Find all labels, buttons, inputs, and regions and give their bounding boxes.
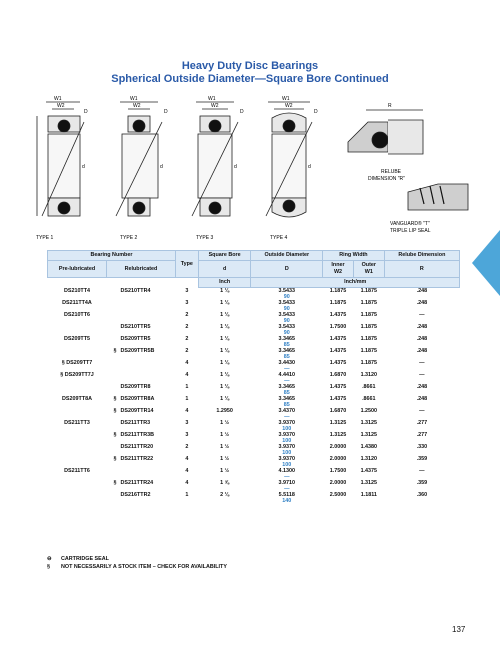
cell-relube: .330	[416, 444, 428, 450]
header-relube-sym: R	[384, 261, 459, 278]
cell-outside-diameter	[251, 312, 323, 324]
od-mm: —	[284, 474, 290, 480]
bearing-spec-table	[47, 250, 460, 504]
cell-relube: .248	[416, 348, 428, 354]
cell-square-bore: 1 ⅛	[220, 372, 230, 378]
cell-outside-diameter	[251, 288, 323, 301]
od-mm: 100	[282, 462, 292, 468]
cell-section-mark	[107, 300, 119, 312]
cell-section-mark	[107, 468, 119, 480]
cell-outside-diameter	[251, 444, 323, 456]
type2-w2-label: W2	[133, 103, 141, 109]
table-row	[48, 312, 460, 324]
type4-w1-label: W1	[282, 96, 290, 102]
cell-relube: .248	[416, 300, 428, 306]
od-mm: 140	[282, 498, 292, 504]
cell-outer-width: 1.1875	[360, 312, 378, 318]
od-inch: 3.9370	[278, 456, 296, 462]
cell-inner-width: 1.3125	[329, 432, 347, 438]
cell-relube: .248	[416, 336, 428, 342]
type3-drawing	[192, 102, 238, 216]
cell-type: 4	[185, 468, 189, 474]
type4-w2-label: W2	[285, 103, 293, 109]
cell-relubricated: DS209TTR8A	[120, 396, 155, 402]
table-row	[48, 468, 460, 480]
cell-pre-lubricated: DS210TT4	[63, 287, 91, 294]
header-relube: Relube Dimension	[384, 251, 459, 261]
cell-outside-diameter	[251, 384, 323, 396]
cell-square-bore: 1 ⅛	[220, 360, 230, 366]
cell-relubricated: DS211TTR20	[120, 444, 154, 450]
od-inch: 4.1300	[278, 468, 296, 474]
cell-pre-lubricated	[48, 408, 107, 420]
type1-d-label: d	[82, 164, 85, 170]
cell-type: 2	[185, 336, 189, 342]
od-mm: —	[284, 378, 290, 384]
cell-inner-width: 1.4375	[329, 336, 347, 342]
od-inch: 3.9370	[278, 444, 296, 450]
od-mm: 90	[283, 294, 290, 300]
cell-type: 1	[185, 384, 189, 390]
cell-section-mark	[107, 312, 119, 324]
table-row	[48, 348, 460, 360]
cell-outside-diameter	[251, 372, 323, 384]
cell-inner-width: 2.0000	[329, 480, 347, 486]
cell-outside-diameter	[251, 480, 323, 492]
cell-relube: —	[419, 372, 425, 378]
header-od: Outside Diameter	[251, 251, 323, 261]
cell-type: 1	[185, 492, 189, 498]
cell-relubricated: DS211TTR3B	[120, 432, 155, 438]
cell-outer-width: 1.3120	[360, 456, 378, 462]
cell-pre-lubricated	[48, 324, 107, 336]
cell-inner-width: 1.6870	[329, 408, 347, 414]
cell-type: 4	[185, 372, 189, 378]
seal-caption-1: VANGUARD® "T"	[390, 221, 430, 227]
cell-relubricated: DS209TTR8	[120, 384, 151, 390]
header-bore-sym: d	[198, 261, 251, 278]
cell-relubricated: DS209TTR14	[120, 408, 154, 414]
cell-outside-diameter	[251, 420, 323, 432]
table-row	[48, 444, 460, 456]
cell-pre-lubricated: DS211TT3	[64, 420, 90, 426]
cell-outside-diameter	[251, 360, 323, 372]
table-row	[48, 300, 460, 312]
type1-caption: TYPE 1	[36, 235, 54, 241]
cell-relubricated	[119, 372, 176, 384]
seal-detail-drawing	[408, 184, 468, 210]
cell-section-mark	[107, 384, 119, 396]
cell-relubricated: DS210TTR5	[120, 324, 151, 330]
header-ring-width: Ring Width	[323, 251, 385, 261]
cell-section-mark: §	[113, 456, 117, 462]
cell-section-mark	[107, 324, 119, 336]
header-unit-inch: Inch	[198, 278, 251, 288]
od-inch: 3.5433	[278, 300, 296, 306]
header-outer-label: Outer	[361, 262, 376, 268]
cell-section-mark	[107, 288, 119, 301]
cell-inner-width: 1.6870	[329, 372, 347, 378]
cell-inner-width: 1.7500	[329, 324, 347, 330]
header-square-bore: Square Bore	[198, 251, 251, 261]
legend-item	[47, 563, 227, 571]
type2-d-label: d	[160, 164, 163, 170]
type2-caption: TYPE 2	[120, 235, 138, 241]
cell-section-mark	[107, 372, 119, 384]
od-mm: 100	[282, 450, 292, 456]
cell-square-bore: 1 ⅛	[220, 396, 230, 402]
cell-pre-lubricated: DS209TT8A	[62, 396, 92, 402]
legend	[47, 555, 227, 571]
cell-square-bore: 1 ⅛	[220, 348, 230, 354]
cell-pre-lubricated: DS211TT6	[64, 468, 90, 474]
cell-relubricated	[119, 300, 176, 312]
legend-text: NOT NECESSARILY A STOCK ITEM – CHECK FOR AVAILABILITY	[61, 564, 227, 570]
cell-square-bore: 1 ⅛	[220, 384, 230, 390]
od-inch: 3.5433	[278, 324, 296, 330]
table-row	[48, 288, 460, 301]
cell-type: 2	[185, 348, 189, 354]
cell-outer-width: 1.2500	[360, 408, 378, 414]
cell-relube: .248	[416, 384, 428, 390]
od-inch: 5.5118	[278, 492, 295, 498]
cell-relube: —	[419, 360, 425, 366]
cell-outer-width: .8661	[362, 384, 376, 390]
cell-inner-width: 1.7500	[329, 468, 347, 474]
cell-relube: .248	[416, 396, 428, 402]
od-inch: 3.9370	[278, 432, 296, 438]
cell-relubricated: DS211TTR3	[120, 420, 151, 426]
cell-pre-lubricated: § DS209TT7J	[60, 372, 94, 378]
header-bearing-number: Bearing Number	[48, 251, 176, 261]
header-unit-inchmm: Inch/mm	[251, 278, 460, 288]
cell-square-bore: 1 ⅛	[220, 336, 230, 342]
cell-outer-width: 1.1875	[360, 324, 378, 330]
section-symbol: §	[47, 564, 50, 570]
cell-outer-width: 1.1875	[360, 348, 378, 354]
od-inch: 3.3465	[278, 396, 296, 402]
cell-type: 2	[185, 444, 189, 450]
cell-relube: —	[419, 468, 425, 474]
od-inch: 3.3465	[278, 336, 296, 342]
type2-w1-label: W1	[130, 96, 138, 102]
cell-relubricated: DS211TTR24	[120, 480, 154, 486]
cell-pre-lubricated	[48, 456, 107, 468]
od-mm: 90	[283, 306, 290, 312]
cell-square-bore: 1.2950	[216, 408, 233, 414]
cell-square-bore: 1 ½	[220, 432, 230, 438]
header-type: Type	[175, 251, 198, 278]
cell-outer-width: 1.1875	[360, 360, 378, 366]
cell-inner-width: 2.0000	[329, 444, 347, 450]
cell-relube: .277	[416, 420, 428, 426]
cell-relube: .360	[416, 492, 428, 498]
cell-pre-lubricated	[48, 480, 107, 492]
relube-R-label: R	[388, 103, 392, 109]
cell-square-bore: 1 ½	[220, 456, 230, 462]
table-body	[48, 288, 460, 505]
cell-square-bore: 1 ⅛	[220, 288, 230, 294]
type3-D-label: D	[240, 109, 244, 115]
cell-section-mark: §	[113, 480, 117, 486]
legend-text: CARTRIDGE SEAL	[61, 556, 109, 562]
cell-outer-width: .8661	[362, 396, 376, 402]
page-tab-arrow	[472, 230, 500, 296]
cell-pre-lubricated	[48, 492, 107, 504]
cell-type: 3	[185, 432, 189, 438]
od-inch: 3.5433	[278, 312, 296, 318]
od-mm: —	[284, 366, 290, 372]
cell-relubricated: DS209TTR5B	[120, 348, 155, 354]
cell-section-mark: §	[113, 408, 117, 414]
table-row	[48, 492, 460, 504]
cell-relubricated: DS209TTR5	[120, 336, 151, 342]
cell-section-mark: §	[113, 348, 117, 354]
cell-type: 1	[185, 396, 189, 402]
cell-section-mark	[107, 336, 119, 348]
cell-relubricated: DS216TTR2	[120, 492, 151, 498]
cell-outer-width: 1.3125	[360, 432, 378, 438]
type3-d-label: d	[234, 164, 237, 170]
od-inch: 3.9710	[278, 480, 296, 486]
cell-inner-width: 1.4375	[329, 360, 347, 366]
od-inch: 3.9370	[278, 420, 296, 426]
type3-w1-label: W1	[208, 96, 216, 102]
table-row	[48, 324, 460, 336]
cell-outside-diameter	[251, 408, 323, 420]
relube-caption-1: RELUBE	[381, 169, 402, 175]
cell-outside-diameter	[251, 492, 323, 504]
cell-outside-diameter	[251, 396, 323, 408]
cell-outer-width: 1.3120	[360, 372, 378, 378]
od-inch: 4.4410	[278, 372, 296, 378]
cell-pre-lubricated	[48, 444, 107, 456]
cell-inner-width: 1.4375	[329, 384, 347, 390]
cell-pre-lubricated: DS209TT5	[63, 336, 91, 342]
cell-inner-width: 1.4375	[329, 396, 347, 402]
header-inner-label: Inner	[331, 262, 345, 268]
cell-outer-width: 1.1875	[360, 288, 378, 294]
header-od-sym: D	[251, 261, 323, 278]
cell-relubricated	[119, 312, 176, 324]
od-mm: —	[284, 486, 290, 492]
cell-outer-width: 1.1875	[360, 336, 378, 342]
cell-outer-width: 1.1875	[360, 300, 378, 306]
cell-outside-diameter	[251, 348, 323, 360]
cell-square-bore: 1 ½	[220, 420, 230, 426]
cell-relubricated	[119, 468, 176, 480]
od-mm: 85	[283, 402, 290, 408]
cell-pre-lubricated: DS210TT6	[63, 312, 91, 318]
cell-type: 2	[185, 312, 189, 318]
od-inch: 3.5433	[278, 288, 296, 294]
cell-outer-width: 1.3125	[360, 420, 378, 426]
type1-D-label: D	[84, 109, 88, 115]
od-mm: 85	[283, 342, 290, 348]
page-number: 137	[452, 625, 466, 634]
cell-relubricated: DS211TTR22	[120, 456, 154, 462]
type2-D-label: D	[164, 109, 168, 115]
cell-pre-lubricated	[48, 384, 107, 396]
cell-outer-width: 1.3125	[360, 480, 378, 486]
type1-w1-label: W1	[54, 96, 62, 102]
cell-square-bore: 1 ⅛	[220, 324, 230, 330]
bearing-diagrams	[28, 92, 474, 244]
table-row	[48, 360, 460, 372]
cell-relube: .248	[416, 288, 428, 294]
cell-square-bore: 1 ⅝	[220, 480, 230, 486]
od-mm: 90	[283, 330, 290, 336]
legend-item	[47, 555, 227, 563]
header-pre: Pre-lubricated	[48, 261, 107, 278]
cell-relubricated: DS210TTR4	[120, 287, 151, 294]
cell-relube: .359	[416, 480, 428, 486]
table-row	[48, 480, 460, 492]
cell-inner-width: 1.4375	[329, 348, 347, 354]
cell-inner-width: 1.3125	[329, 420, 347, 426]
cell-pre-lubricated	[48, 348, 107, 360]
header-inner-sym: W2	[333, 269, 343, 275]
cell-square-bore: 1 ½	[220, 468, 230, 474]
cell-inner-width: 1.1875	[329, 288, 347, 294]
cell-section-mark	[107, 420, 119, 432]
cartridge-seal-symbol: ⊖	[47, 556, 52, 562]
od-inch: 3.3465	[278, 348, 296, 354]
od-mm: 85	[283, 354, 290, 360]
header-inner	[323, 261, 354, 278]
cell-section-mark	[107, 492, 119, 504]
cell-type: 4	[185, 408, 189, 414]
od-mm: 100	[282, 438, 292, 444]
od-mm: —	[284, 414, 290, 420]
type4-d-label: d	[308, 164, 311, 170]
cell-square-bore: 1 ½	[220, 444, 230, 450]
table-row	[48, 432, 460, 444]
cell-section-mark: §	[113, 396, 117, 402]
cell-inner-width: 1.4375	[329, 312, 347, 318]
cell-pre-lubricated	[48, 432, 107, 444]
cell-relube: .248	[416, 324, 428, 330]
cell-type: 2	[185, 324, 189, 330]
od-mm: 85	[283, 390, 290, 396]
header-unit-spacer	[48, 278, 199, 288]
cell-outside-diameter	[251, 432, 323, 444]
cell-square-bore: 1 ⅛	[220, 312, 230, 318]
cell-type: 4	[185, 480, 189, 486]
page-subtitle: Spherical Outside Diameter—Square Bore Continued	[111, 73, 389, 85]
relube-detail-drawing	[348, 110, 423, 154]
seal-caption-2: TRIPLE LIP SEAL	[390, 228, 431, 234]
cell-inner-width: 1.1875	[329, 300, 347, 306]
cell-type: 3	[185, 420, 189, 426]
page-title: Heavy Duty Disc Bearings	[181, 60, 319, 72]
header-relub: Relubricated	[107, 261, 176, 278]
cell-type: 3	[185, 287, 189, 294]
cell-outside-diameter	[251, 336, 323, 348]
od-mm: 100	[282, 426, 292, 432]
type1-w2-label: W2	[57, 103, 65, 109]
cell-square-bore: 2 ⅛	[220, 492, 230, 498]
header-outer-sym: W1	[364, 269, 373, 275]
od-inch: 3.4370	[278, 408, 296, 414]
cell-section-mark: §	[113, 432, 117, 438]
cell-type: 3	[185, 300, 189, 306]
table-row	[48, 456, 460, 468]
cell-relube: —	[419, 312, 425, 318]
cell-section-mark	[107, 360, 119, 372]
cell-type: 4	[185, 360, 189, 366]
cell-section-mark	[107, 444, 119, 456]
cell-relube: —	[419, 408, 425, 414]
cell-outside-diameter	[251, 300, 323, 312]
cell-relube: .359	[416, 456, 428, 462]
table-row	[48, 372, 460, 384]
cell-square-bore: 1 ⅛	[220, 300, 230, 306]
cell-pre-lubricated: § DS209TT7	[61, 360, 93, 366]
relube-caption-2: DIMENSION "R"	[368, 176, 405, 182]
type4-caption: TYPE 4	[270, 235, 288, 241]
cell-pre-lubricated: DS211TT4A	[62, 300, 92, 306]
cell-outer-width: 1.4380	[360, 444, 378, 450]
cell-type: 4	[185, 456, 189, 462]
type4-D-label: D	[314, 109, 318, 115]
type3-caption: TYPE 3	[196, 235, 214, 241]
type4-drawing	[266, 102, 312, 217]
cell-inner-width: 2.5000	[329, 492, 347, 498]
header-outer	[353, 261, 384, 278]
cell-inner-width: 2.0000	[329, 456, 347, 462]
cell-outside-diameter	[251, 456, 323, 468]
cell-relube: .277	[416, 432, 428, 438]
type3-w2-label: W2	[211, 103, 219, 109]
od-inch: 3.4430	[278, 360, 296, 366]
cell-outside-diameter	[251, 324, 323, 336]
type2-drawing	[116, 102, 162, 216]
table-row	[48, 336, 460, 348]
cell-outer-width: 1.1811	[360, 492, 377, 498]
cell-outside-diameter	[251, 468, 323, 480]
table-row	[48, 408, 460, 420]
table-row	[48, 396, 460, 408]
type1-drawing	[37, 102, 84, 216]
table-row	[48, 420, 460, 432]
od-mm: 90	[283, 318, 290, 324]
cell-outer-width: 1.4375	[360, 468, 378, 474]
table-row	[48, 384, 460, 396]
cell-relubricated	[119, 360, 176, 372]
od-inch: 3.3465	[278, 384, 296, 390]
